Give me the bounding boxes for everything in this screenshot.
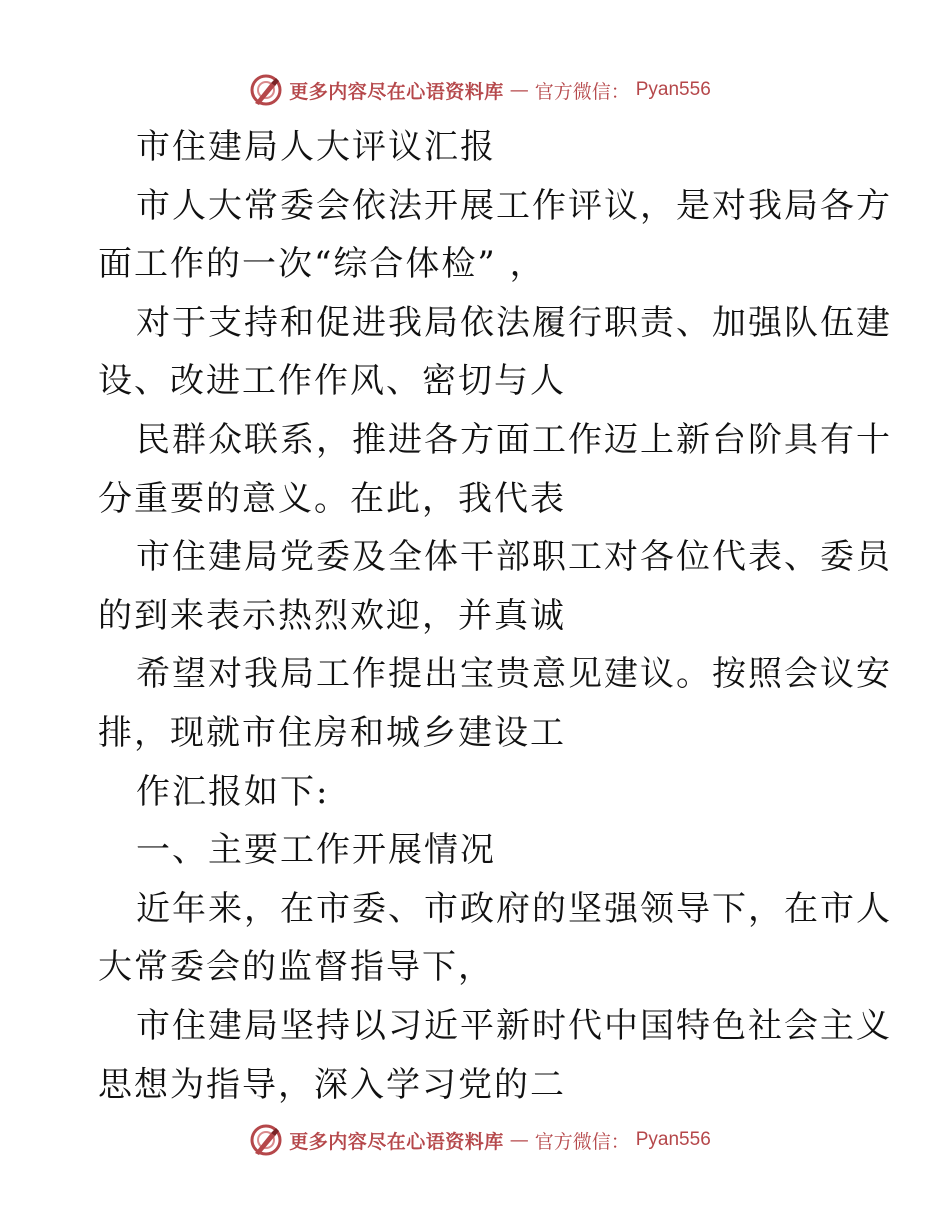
banner-brand-text: 更多内容尽在心语资料库 xyxy=(289,80,504,103)
paragraph-line: 思想为指导，深入学习党的二 xyxy=(98,1064,566,1105)
paragraph-line: 大常委会的监督指导下， xyxy=(98,947,494,988)
document-body xyxy=(98,118,892,1114)
header-banner xyxy=(0,70,950,110)
paragraph-line: 希望对我局工作提出宝贵意见建议。按照会议安 xyxy=(136,654,892,695)
footer-banner xyxy=(0,1120,950,1160)
banner-brand-text: 更多内容尽在心语资料库 xyxy=(289,1130,504,1153)
section-heading: 一、主要工作开展情况 xyxy=(136,830,496,871)
banner-wechat-label: 官方微信： xyxy=(534,80,630,103)
paragraph-line: 市住建局党委及全体干部职工对各位代表、委员 xyxy=(136,537,892,578)
paragraph-line: 设、改进工作作风、密切与人 xyxy=(98,361,566,402)
pen-circle-icon xyxy=(249,73,283,107)
paragraph-line: 的到来表示热烈欢迎，并真诚 xyxy=(98,595,566,636)
paragraph-line: 对于支持和促进我局依法履行职责、加强队伍建 xyxy=(136,302,892,343)
paragraph-line: 面工作的一次“综合体检” ， xyxy=(98,244,546,285)
banner-content xyxy=(249,73,711,107)
banner-wechat-id: Pyan556 xyxy=(635,79,711,100)
banner-wechat-id: Pyan556 xyxy=(635,1129,711,1150)
banner-content xyxy=(249,1123,711,1157)
paragraph-line: 作汇报如下: xyxy=(136,771,330,812)
pen-circle-icon xyxy=(249,1123,283,1157)
banner-wechat-label: 官方微信： xyxy=(534,1130,630,1153)
banner-separator: — xyxy=(509,79,529,101)
paragraph-line: 市人大常委会依法开展工作评议，是对我局各方 xyxy=(136,185,892,226)
paragraph-line: 市住建局坚持以习近平新时代中国特色社会主义 xyxy=(136,1005,892,1046)
banner-separator: — xyxy=(509,1129,529,1151)
paragraph-line: 排，现就市住房和城乡建设工 xyxy=(98,712,566,753)
paragraph-line: 分重要的意义。在此，我代表 xyxy=(98,478,566,519)
document-title: 市住建局人大评议汇报 xyxy=(136,127,496,167)
paragraph-line: 近年来，在市委、市政府的坚强领导下，在市人 xyxy=(136,888,892,929)
paragraph-line: 民群众联系，推进各方面工作迈上新台阶具有十 xyxy=(136,419,892,460)
